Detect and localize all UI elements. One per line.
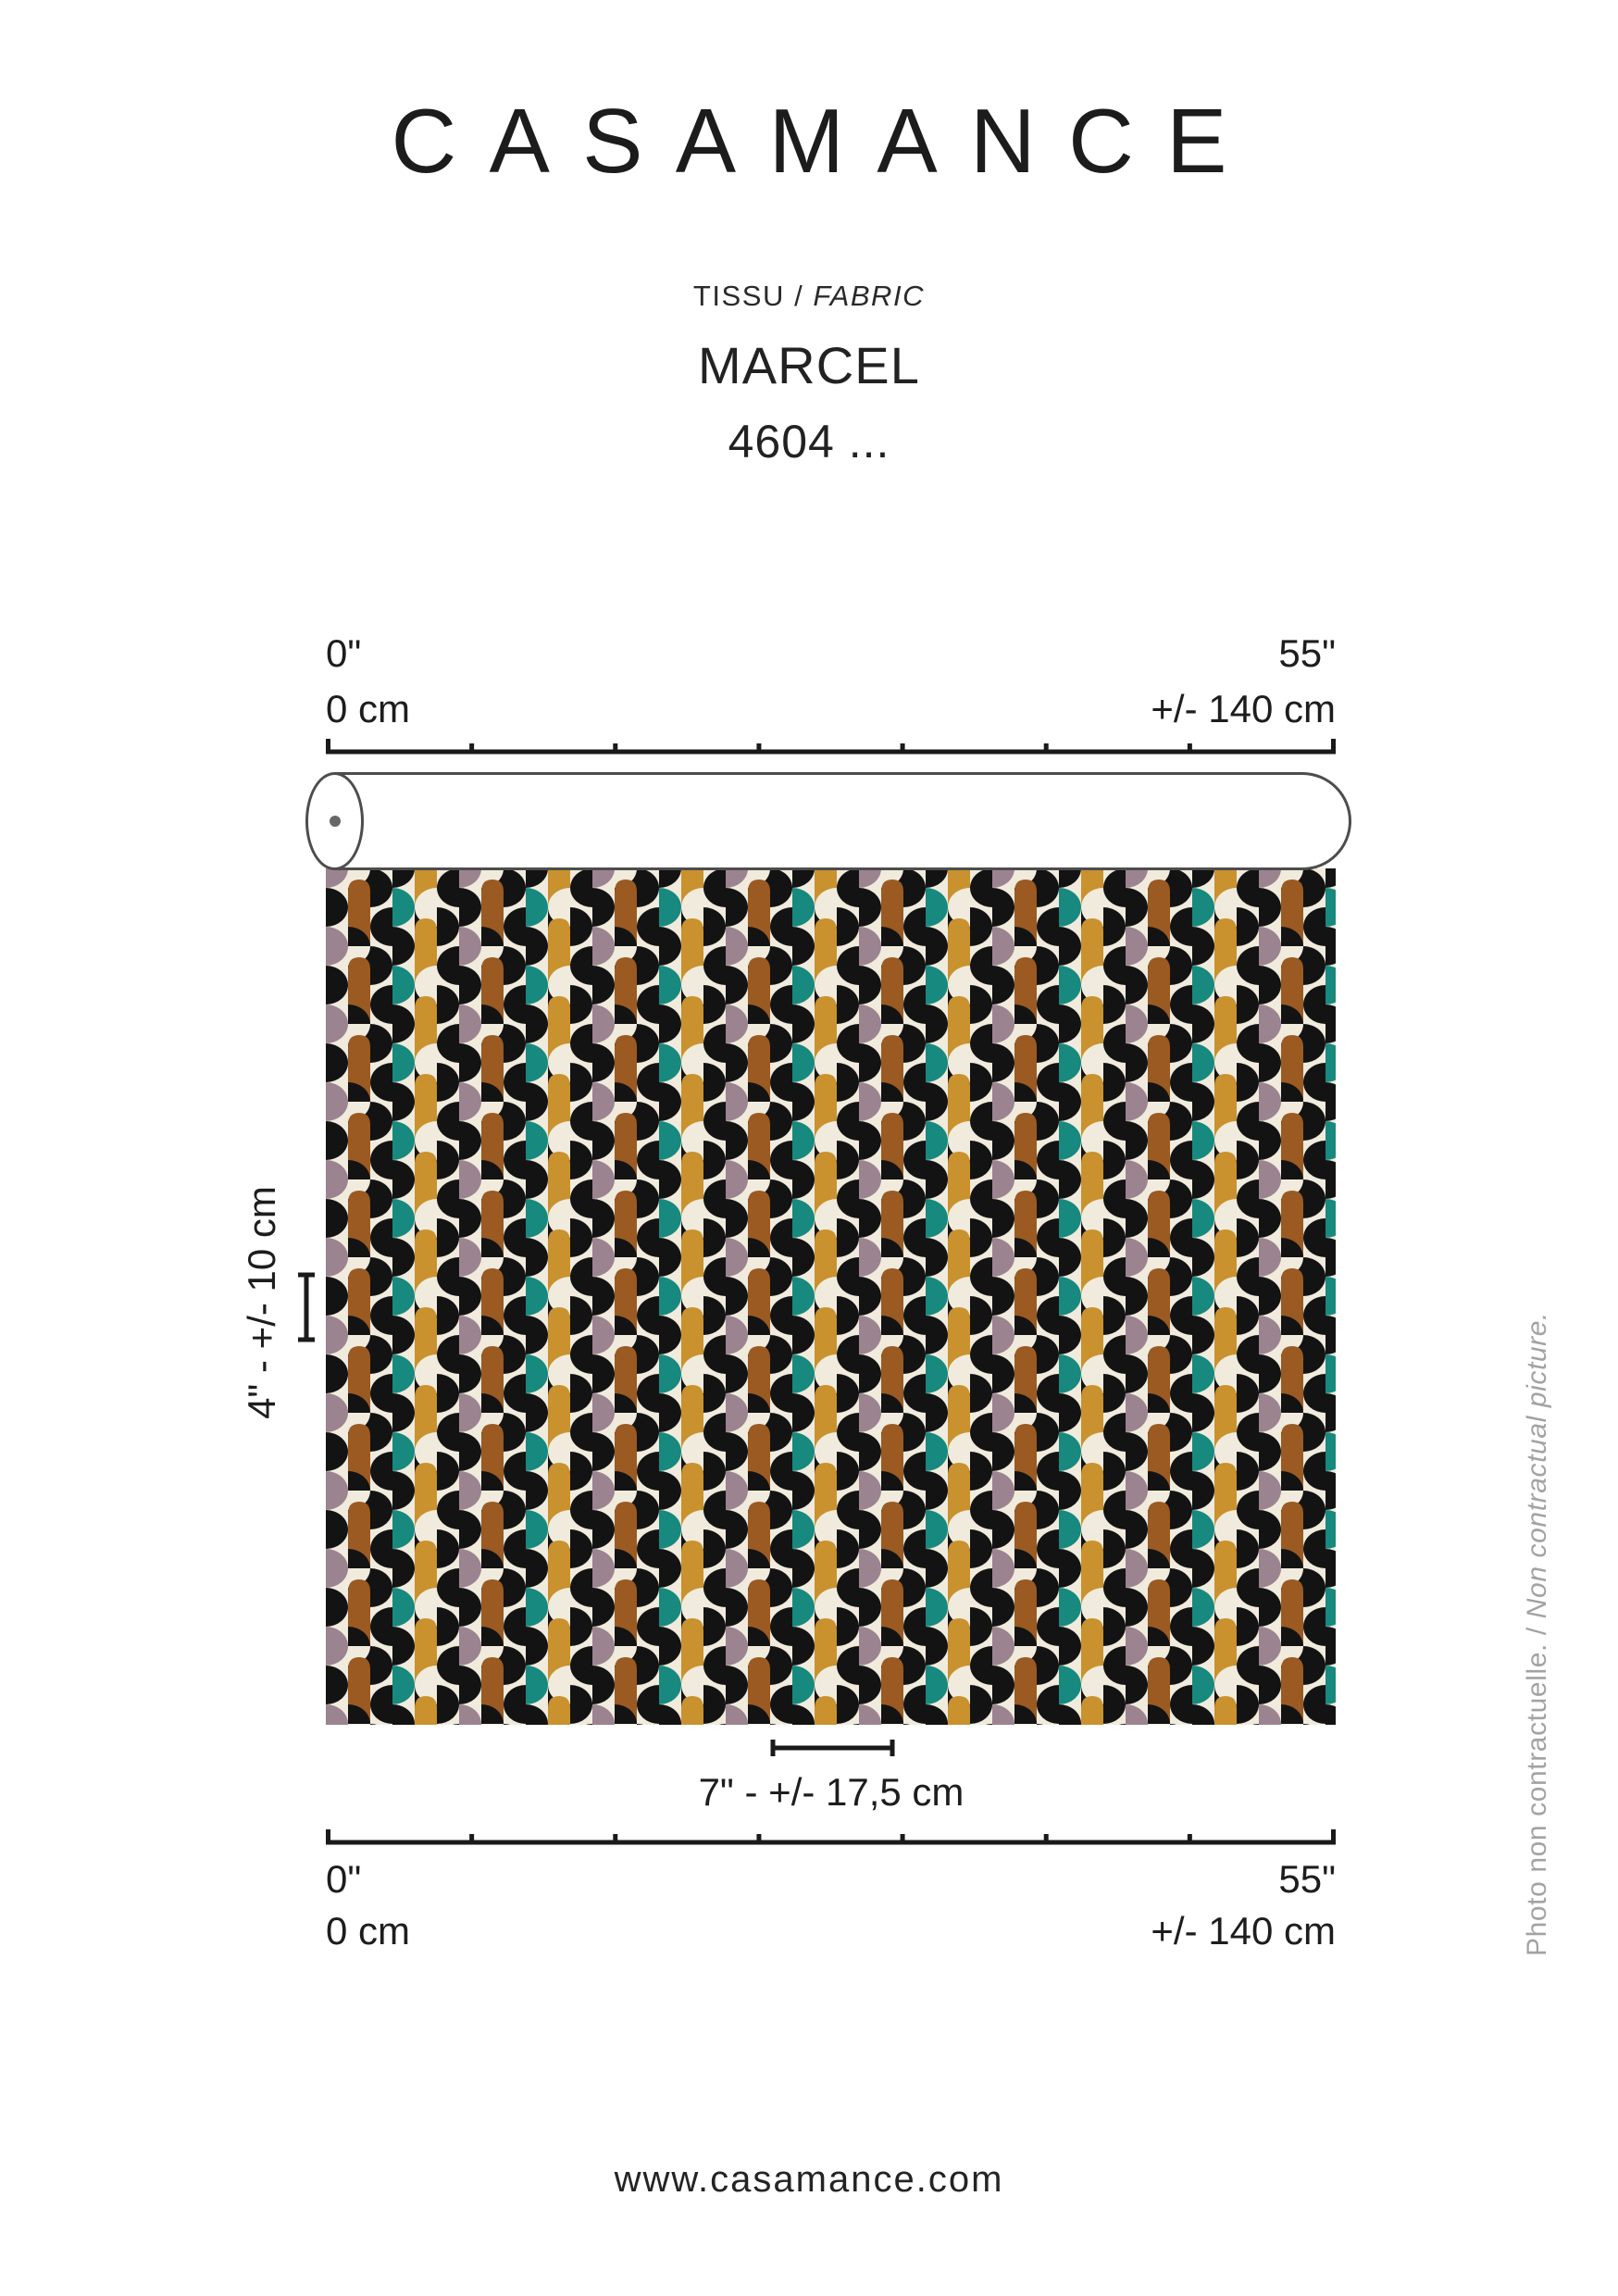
website-url: www.casamance.com bbox=[614, 2159, 1004, 2200]
fabric-pattern bbox=[326, 868, 1336, 1725]
product-category bbox=[0, 280, 1618, 313]
photo-disclaimer bbox=[1514, 1264, 1561, 2004]
horizontal-repeat-label: 7" - +/- 17,5 cm bbox=[698, 1770, 965, 1814]
brand-logo: CASAMANCE bbox=[391, 90, 1260, 192]
horizontal-repeat-bracket bbox=[769, 1738, 896, 1758]
product-name: MARCEL bbox=[697, 336, 921, 394]
top-width-end-cm: +/- 140 cm bbox=[1151, 687, 1336, 730]
bottom-width-ruler bbox=[326, 1828, 1336, 1848]
vertical-repeat-bracket bbox=[296, 1271, 317, 1343]
top-width-end-inches: 55" bbox=[1278, 631, 1336, 675]
bottom-width-end-inches: 55" bbox=[1278, 1857, 1336, 1901]
photo-disclaimer-fr: Photo non contractuelle. bbox=[1522, 1643, 1552, 1957]
photo-disclaimer-separator: / bbox=[1522, 1618, 1552, 1644]
top-width-start-inches: 0" bbox=[326, 631, 362, 675]
bottom-width-start-cm: 0 cm bbox=[326, 1909, 411, 1953]
product-category-en: FABRIC bbox=[813, 280, 926, 312]
product-category-fr: TISSU bbox=[692, 280, 785, 312]
top-width-ruler bbox=[326, 737, 1336, 757]
fabric-roll-tube bbox=[334, 772, 1351, 870]
photo-disclaimer-en: Non contractual picture. bbox=[1522, 1312, 1552, 1619]
vertical-repeat-label: 4" - +/- 10 cm bbox=[240, 1186, 283, 1419]
bottom-width-start-inches: 0" bbox=[326, 1857, 362, 1901]
top-width-start-cm: 0 cm bbox=[326, 687, 411, 730]
fabric-swatch bbox=[326, 868, 1336, 1725]
product-category-separator: / bbox=[784, 280, 814, 312]
roll-core-dot-icon bbox=[330, 816, 341, 827]
product-reference: 4604 ... bbox=[728, 416, 890, 468]
bottom-width-end-cm: +/- 140 cm bbox=[1151, 1909, 1336, 1953]
